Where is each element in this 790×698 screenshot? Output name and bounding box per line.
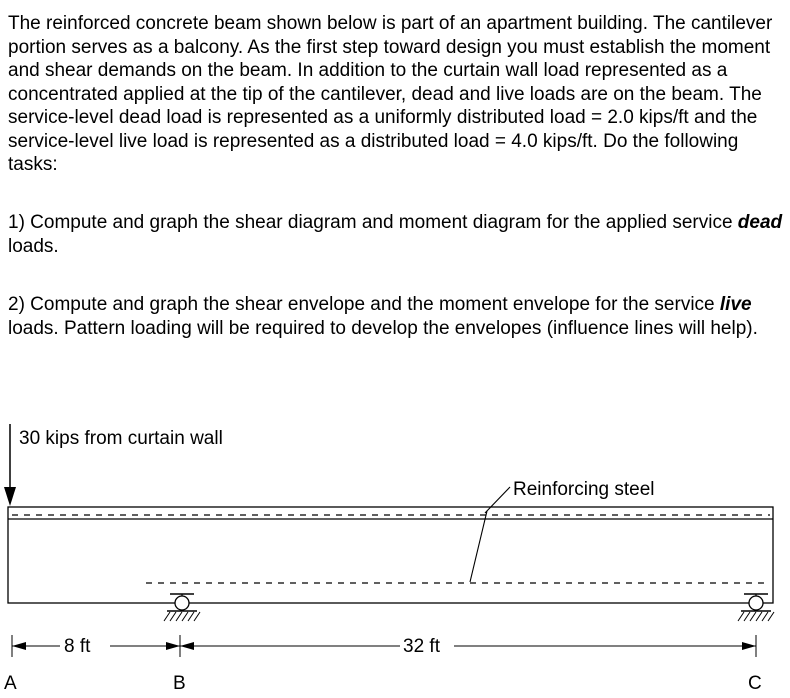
dim-8ft: 8 ft <box>64 636 91 657</box>
task-2-text: 2) Compute and graph the shear envelope and the moment envelope for the service <box>8 294 720 315</box>
beam <box>8 507 773 603</box>
task-2-text-end: loads. Pattern loading will be required to develop the envelopes (influence lines will help). <box>8 317 758 339</box>
task-1-text: 1) Compute and graph the shear diagram and moment diagram for the applied service <box>8 212 738 233</box>
point-a-label: A <box>4 673 17 694</box>
steel-label: Reinforcing steel <box>513 479 655 500</box>
steel-leader <box>470 487 510 582</box>
point-b-label: B <box>173 673 186 694</box>
problem-intro: The reinforced concrete beam shown below is part of an apartment building. The cantilever portion serves as a balcony. As the first step toward design you must establish the moment and shear demands on the beam. In addition to the curtain wall load represented as a concentrated applied at the tip of the cantilever, dead and live loads are on the beam. The service-level dead load is represented as a uniformly distributed load = 2.0 kips/ft and the service-level live load is represented as a distributed load = 4.0 kips/ft. Do the following tasks: <box>8 13 773 175</box>
dim-32ft: 32 ft <box>403 636 440 657</box>
support-c <box>738 594 774 621</box>
load-label: 30 kips from curtain wall <box>19 428 223 449</box>
dimension-ab <box>12 635 180 657</box>
task-2-keyword: live <box>719 294 752 315</box>
task-1-text-end: loads. <box>8 235 59 257</box>
point-c-label: C <box>748 673 762 694</box>
support-b <box>164 594 200 621</box>
dimension-bc <box>180 635 756 657</box>
task-1-keyword: dead <box>737 212 783 233</box>
load-arrow <box>4 424 16 506</box>
